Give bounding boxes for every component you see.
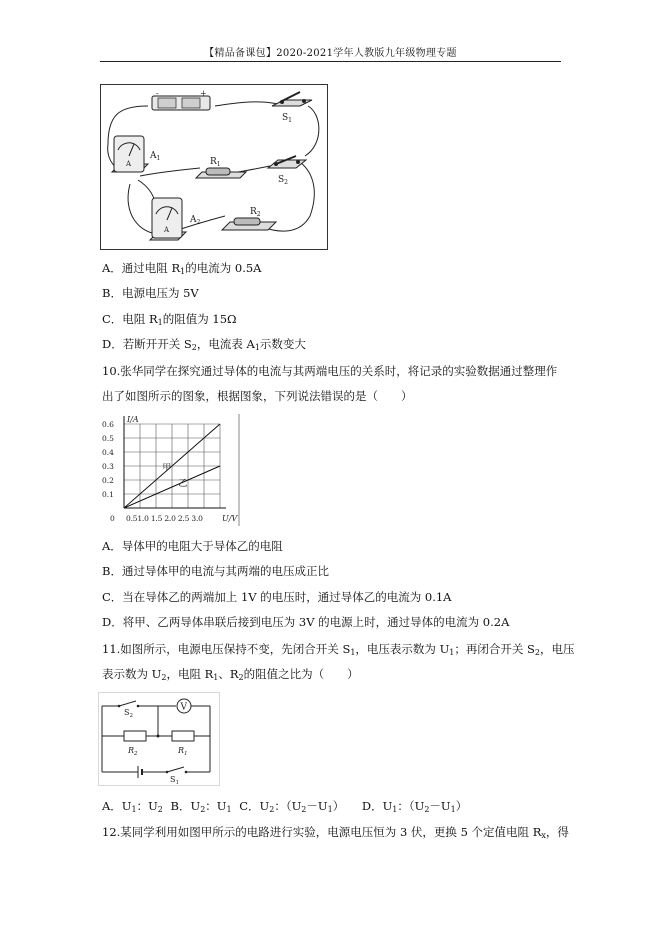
y-axis-label: I/A: [127, 415, 139, 424]
q10-option-d: D．将甲、乙两导体串联后接到电压为 3V 的电源上时，通过导体的电流为 0.2A: [102, 615, 510, 629]
q9-option-c: C．电阻 $R_1$的阻值为 15Ω: [102, 312, 237, 327]
svg-text:S2: $S_2$: [278, 175, 288, 186]
svg-text:R2: $R_2$: [250, 207, 261, 218]
page-header: 【精品备课包】2020-2021学年人教版九年级物理专题: [204, 48, 457, 59]
q11-options: [102, 798, 467, 814]
q12-stem-line1: 12.某同学利用如图甲所示的电路进行实验，电源电压恒为 3 伏，更换 5 个定值电阻 $R_x$，得: [102, 825, 569, 840]
y-tick-label: 0.6: [102, 420, 114, 429]
circuit-figure-q11: [98, 692, 220, 786]
q10-option-a: A．导体甲的电阻大于导体乙的电阻: [102, 539, 283, 553]
svg-text:S1: $S_1$: [282, 113, 292, 124]
q9-option-b: B．电源电压为 5V: [102, 286, 199, 300]
q11-option-b: B．$U_2$：$U_1$: [170, 799, 232, 814]
y-tick-label: 0.2: [102, 476, 114, 485]
iu-chart: [100, 412, 242, 528]
q10-option-c: C．当在导体乙的两端加上 1V 的电压时，通过导体乙的电流为 0.1A: [102, 590, 452, 604]
svg-text:A: A: [126, 160, 132, 168]
x-axis-label: U/V: [222, 514, 238, 523]
q9-option-a: A．通过电阻 $R_1$的电流为 0.5A: [102, 261, 262, 276]
svg-text:A1: $A_1$: [150, 151, 161, 162]
battery-minus: -: [156, 89, 159, 98]
svg-text:R1: $R_1$: [210, 157, 221, 168]
series-label-1: 甲: [162, 463, 172, 474]
header-rule: [100, 61, 561, 62]
svg-text:A: A: [164, 226, 170, 234]
q10-option-b: B．通过导体甲的电流与其两端的电压成正比: [102, 564, 329, 578]
q10-stem-line1: 10.张华同学在探究通过导体的电流与其两端电压的关系时，将记录的实验数据通过整理作: [102, 364, 558, 378]
q11-option-d: D．$U_1$：$(U_2-U_1)$: [361, 799, 468, 814]
circuit-figure-q9: [100, 84, 328, 250]
battery-plus: +: [200, 89, 207, 98]
q9-option-d: D．若断开开关 $S_2$，电流表 $A_1$示数变大: [102, 337, 306, 352]
svg-text:R1: $R_1$: [178, 746, 188, 757]
svg-text:V: V: [180, 702, 187, 713]
q11-option-a: A．$U_1$：$U_2$: [102, 799, 163, 814]
q11-stem-line1: 11.如图所示，电源电压保持不变，先闭合开关 $S_1$，电压表示数为 $U_1$；再闭合开关 $S_2$，电压: [102, 642, 575, 657]
resistor-r2-icon: [124, 731, 146, 741]
svg-text:S1: $S_1$: [170, 775, 179, 786]
origin-label: 0: [110, 514, 115, 523]
y-tick-label: 0.3: [102, 462, 114, 471]
svg-text:A2: $A_2$: [190, 215, 201, 226]
q11-option-c: C．$U_2$：$(U_2-U_1)$: [239, 799, 345, 814]
y-tick-label: 0.4: [102, 448, 114, 457]
svg-text:S2: $S_2$: [124, 708, 133, 719]
q10-stem-line2: 出了如图所示的图象，根据图象，下列说法错误的是（ ）: [102, 389, 413, 403]
x-tick-labels: 0.51.0 1.5 2.0 2.5 3.0: [126, 514, 203, 523]
battery-icon: [152, 96, 210, 110]
y-tick-label: 0.1: [102, 490, 114, 499]
y-tick-label: 0.5: [102, 434, 114, 443]
series-label-2: 乙: [178, 479, 188, 490]
q11-stem-line2: 表示数为 $U_2$，电阻 $R_1$、$R_2$的阻值之比为（ ）: [102, 667, 359, 682]
resistor-r1-icon: [172, 731, 194, 741]
svg-text:R2: $R_2$: [128, 746, 138, 757]
